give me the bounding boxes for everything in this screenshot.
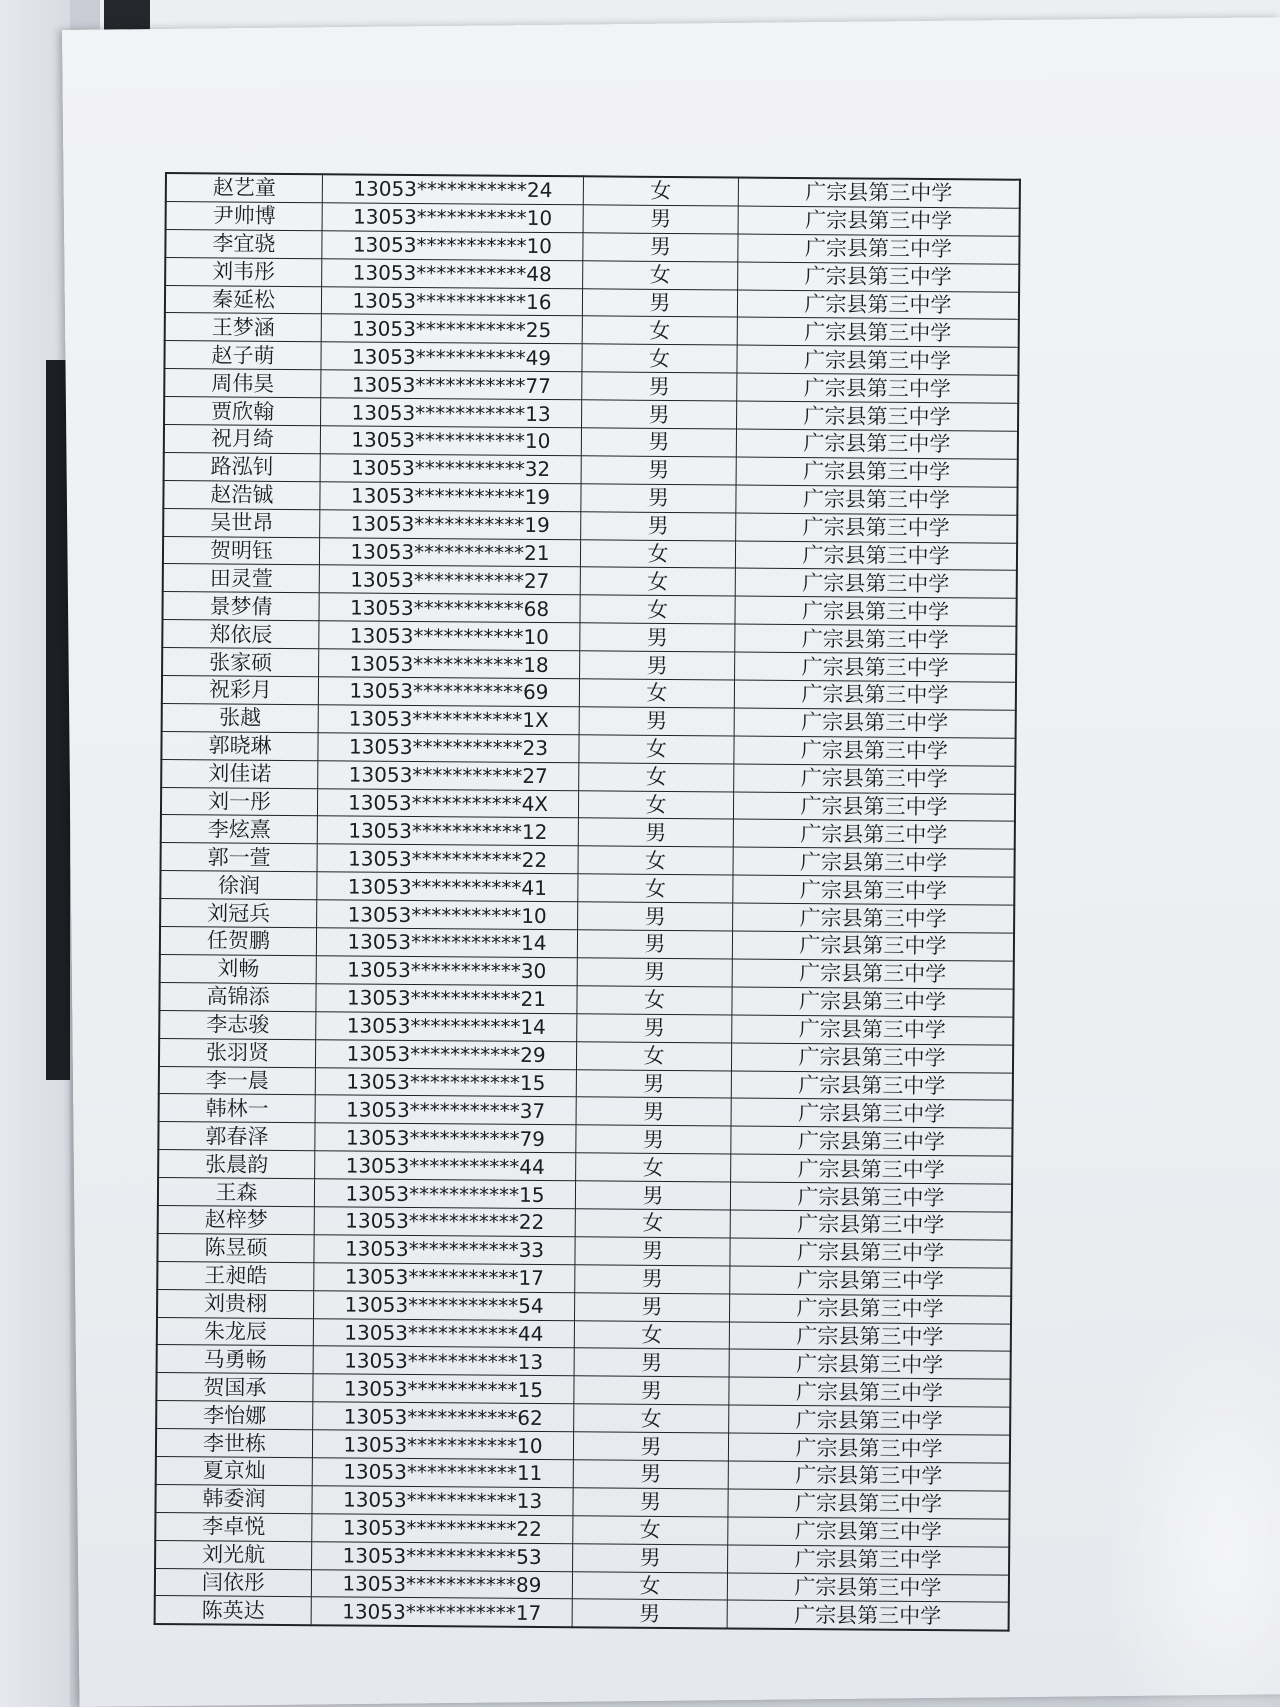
gender-cell: 女: [574, 1320, 729, 1349]
roster-body: [155, 173, 1020, 1631]
student-name-cell: 王森: [158, 1178, 315, 1207]
id-number-cell: 13053***********15: [314, 1179, 575, 1209]
id-number-cell: 13053***********16: [321, 286, 582, 316]
id-number-cell: 13053***********15: [313, 1374, 574, 1404]
gender-cell: 女: [577, 986, 732, 1015]
student-name-cell: 李炫熹: [161, 815, 318, 844]
school-cell: 广宗县第三中学: [731, 1126, 1013, 1156]
gender-cell: 男: [582, 372, 737, 401]
gender-cell: 女: [573, 1515, 728, 1544]
gender-cell: 女: [583, 176, 738, 206]
id-number-cell: 13053***********14: [316, 928, 577, 958]
school-cell: 广宗县第三中学: [734, 680, 1016, 710]
student-name-cell: 陈英达: [155, 1596, 312, 1626]
school-cell: 广宗县第三中学: [735, 652, 1017, 682]
gender-cell: 女: [578, 790, 733, 819]
id-number-cell: 13053***********89: [311, 1569, 572, 1599]
gender-cell: 男: [574, 1292, 729, 1321]
gender-cell: 男: [583, 233, 738, 262]
id-number-cell: 13053***********30: [316, 956, 577, 986]
gender-cell: 男: [576, 1097, 731, 1126]
id-number-cell: 13053***********23: [318, 733, 579, 763]
id-number-cell: 13053***********21: [319, 537, 580, 567]
school-cell: 广宗县第三中学: [729, 1321, 1011, 1351]
student-name-cell: 贾欣翰: [164, 397, 321, 426]
id-number-cell: 13053***********33: [314, 1235, 575, 1265]
student-name-cell: 刘贵栩: [157, 1289, 314, 1318]
id-number-cell: 13053***********10: [319, 621, 580, 651]
student-name-cell: 刘佳诺: [161, 759, 318, 788]
school-cell: 广宗县第三中学: [733, 819, 1015, 849]
gender-cell: 男: [573, 1460, 728, 1489]
school-cell: 广宗县第三中学: [736, 429, 1018, 459]
gender-cell: 男: [579, 707, 734, 736]
id-number-cell: 13053***********10: [317, 900, 578, 930]
id-number-cell: 13053***********19: [320, 482, 581, 512]
school-cell: 广宗县第三中学: [732, 959, 1014, 989]
student-name-cell: 韩委润: [155, 1484, 312, 1513]
student-name-cell: 张越: [162, 703, 319, 732]
gender-cell: 男: [581, 428, 736, 457]
id-number-cell: 13053***********13: [313, 1346, 574, 1376]
gender-cell: 男: [575, 1181, 730, 1210]
id-number-cell: 13053***********10: [312, 1430, 573, 1460]
school-cell: 广宗县第三中学: [734, 736, 1016, 766]
school-cell: 广宗县第三中学: [729, 1405, 1011, 1435]
student-name-cell: 张羽贤: [159, 1038, 316, 1067]
school-cell: 广宗县第三中学: [733, 875, 1015, 905]
school-cell: 广宗县第三中学: [736, 513, 1018, 543]
id-number-cell: 13053***********49: [321, 342, 582, 372]
id-number-cell: 13053***********27: [318, 760, 579, 790]
id-number-cell: 13053***********62: [313, 1402, 574, 1432]
gender-cell: 男: [577, 1013, 732, 1042]
gender-cell: 女: [575, 1209, 730, 1238]
student-name-cell: 张家硕: [162, 648, 319, 677]
gender-cell: 女: [578, 874, 733, 903]
gender-cell: 女: [579, 735, 734, 764]
id-number-cell: 13053***********24: [322, 174, 583, 204]
id-number-cell: 13053***********17: [314, 1262, 575, 1292]
student-name-cell: 朱龙辰: [157, 1317, 314, 1346]
student-name-cell: 贺国承: [156, 1373, 313, 1402]
table-row: [155, 1596, 1009, 1631]
school-cell: 广宗县第三中学: [728, 1517, 1010, 1547]
student-name-cell: 李宜骁: [165, 229, 322, 258]
student-name-cell: 贺明钰: [163, 536, 320, 565]
gender-cell: 男: [582, 288, 737, 317]
id-number-cell: 13053***********12: [317, 816, 578, 846]
gender-cell: 男: [578, 902, 733, 931]
gender-cell: 男: [576, 1069, 731, 1098]
school-cell: 广宗县第三中学: [730, 1210, 1012, 1240]
id-number-cell: 13053***********14: [316, 1011, 577, 1041]
student-name-cell: 郭一萱: [161, 843, 318, 872]
student-name-cell: 李世栋: [156, 1429, 313, 1458]
school-cell: 广宗县第三中学: [738, 262, 1020, 292]
id-number-cell: 13053***********13: [312, 1486, 573, 1516]
gender-cell: 男: [578, 818, 733, 847]
school-cell: 广宗县第三中学: [728, 1545, 1010, 1575]
school-cell: 广宗县第三中学: [732, 1015, 1014, 1045]
student-roster-table: [154, 172, 1021, 1632]
school-cell: 广宗县第三中学: [738, 178, 1020, 209]
school-cell: 广宗县第三中学: [729, 1294, 1011, 1324]
id-number-cell: 13053***********54: [314, 1290, 575, 1320]
id-number-cell: 13053***********10: [322, 203, 583, 233]
school-cell: 广宗县第三中学: [737, 373, 1019, 403]
school-cell: 广宗县第三中学: [736, 485, 1018, 515]
school-cell: 广宗县第三中学: [733, 903, 1015, 933]
id-number-cell: 13053***********22: [312, 1513, 573, 1543]
gender-cell: 女: [582, 316, 737, 345]
gender-cell: 男: [573, 1432, 728, 1461]
id-number-cell: 13053***********17: [311, 1597, 572, 1627]
id-number-cell: 13053***********29: [315, 1039, 576, 1069]
gender-cell: 女: [579, 679, 734, 708]
gender-cell: 男: [580, 623, 735, 652]
id-number-cell: 13053***********1X: [318, 705, 579, 735]
student-name-cell: 李怡娜: [156, 1401, 313, 1430]
student-name-cell: 李志骏: [159, 1010, 316, 1039]
gender-cell: 女: [582, 344, 737, 373]
school-cell: 广宗县第三中学: [736, 457, 1018, 487]
gender-cell: 男: [574, 1376, 729, 1405]
student-name-cell: 王梦涵: [165, 313, 322, 342]
gender-cell: 女: [572, 1571, 727, 1600]
gender-cell: 女: [579, 762, 734, 791]
student-name-cell: 吴世昂: [163, 508, 320, 537]
student-name-cell: 刘光航: [155, 1540, 312, 1569]
school-cell: 广宗县第三中学: [729, 1349, 1011, 1379]
gender-cell: 男: [576, 1125, 731, 1154]
id-number-cell: 13053***********41: [317, 872, 578, 902]
school-cell: 广宗县第三中学: [727, 1600, 1009, 1631]
id-number-cell: 13053***********32: [320, 454, 581, 484]
student-name-cell: 路泓钊: [164, 452, 321, 481]
school-cell: 广宗县第三中学: [730, 1266, 1012, 1296]
student-name-cell: 郭春泽: [158, 1122, 315, 1151]
student-name-cell: 闫依彤: [155, 1568, 312, 1597]
school-cell: 广宗县第三中学: [731, 1154, 1013, 1184]
id-number-cell: 13053***********69: [318, 677, 579, 707]
id-number-cell: 13053***********4X: [317, 788, 578, 818]
student-name-cell: 赵艺童: [166, 173, 323, 203]
gender-cell: 男: [573, 1488, 728, 1517]
student-name-cell: 张晨韵: [158, 1150, 315, 1179]
school-cell: 广宗县第三中学: [733, 792, 1015, 822]
gender-cell: 女: [576, 1153, 731, 1182]
school-cell: 广宗县第三中学: [735, 541, 1017, 571]
gender-cell: 女: [583, 260, 738, 289]
student-name-cell: 秦延松: [165, 285, 322, 314]
id-number-cell: 13053***********11: [312, 1458, 573, 1488]
id-number-cell: 13053***********68: [319, 593, 580, 623]
school-cell: 广宗县第三中学: [735, 568, 1017, 598]
student-name-cell: 韩林一: [159, 1094, 316, 1123]
gender-cell: 男: [575, 1264, 730, 1293]
gender-cell: 男: [580, 651, 735, 680]
student-name-cell: 王昶皓: [157, 1261, 314, 1290]
student-name-cell: 郑依辰: [162, 620, 319, 649]
school-cell: 广宗县第三中学: [733, 847, 1015, 877]
gender-cell: 男: [581, 484, 736, 513]
school-cell: 广宗县第三中学: [728, 1489, 1010, 1519]
school-cell: 广宗县第三中学: [735, 596, 1017, 626]
gender-cell: 女: [576, 1041, 731, 1070]
id-number-cell: 13053***********79: [315, 1123, 576, 1153]
school-cell: 广宗县第三中学: [728, 1461, 1010, 1491]
student-name-cell: 赵浩铖: [163, 480, 320, 509]
student-name-cell: 夏京灿: [156, 1456, 313, 1485]
gender-cell: 男: [583, 205, 738, 234]
student-name-cell: 田灵萱: [163, 564, 320, 593]
student-name-cell: 祝月绮: [164, 425, 321, 454]
student-name-cell: 徐润: [160, 871, 317, 900]
student-name-cell: 赵梓梦: [158, 1205, 315, 1234]
gender-cell: 男: [581, 456, 736, 485]
gender-cell: 男: [575, 1237, 730, 1266]
gender-cell: 男: [573, 1543, 728, 1572]
school-cell: 广宗县第三中学: [731, 1098, 1013, 1128]
id-number-cell: 13053***********21: [316, 984, 577, 1014]
gender-cell: 男: [582, 400, 737, 429]
gender-cell: 女: [574, 1404, 729, 1433]
student-name-cell: 刘冠兵: [160, 899, 317, 928]
id-number-cell: 13053***********44: [313, 1318, 574, 1348]
student-name-cell: 周伟昊: [164, 369, 321, 398]
student-name-cell: 祝彩月: [162, 676, 319, 705]
id-number-cell: 13053***********22: [317, 844, 578, 874]
student-name-cell: 高锦添: [159, 982, 316, 1011]
school-cell: 广宗县第三中学: [736, 401, 1018, 431]
school-cell: 广宗县第三中学: [737, 317, 1019, 347]
school-cell: 广宗县第三中学: [732, 987, 1014, 1017]
school-cell: 广宗县第三中学: [730, 1182, 1012, 1212]
school-cell: 广宗县第三中学: [737, 345, 1019, 375]
id-number-cell: 13053***********22: [314, 1207, 575, 1237]
school-cell: 广宗县第三中学: [728, 1433, 1010, 1463]
id-number-cell: 13053***********19: [320, 509, 581, 539]
id-number-cell: 13053***********48: [322, 258, 583, 288]
id-number-cell: 13053***********53: [312, 1541, 573, 1571]
school-cell: 广宗县第三中学: [738, 206, 1020, 236]
student-name-cell: 郭晓琳: [161, 731, 318, 760]
id-number-cell: 13053***********13: [321, 398, 582, 428]
gender-cell: 男: [574, 1348, 729, 1377]
id-number-cell: 13053***********15: [315, 1067, 576, 1097]
gender-cell: 女: [578, 846, 733, 875]
student-name-cell: 尹帅博: [166, 201, 323, 230]
student-name-cell: 景梦倩: [162, 592, 319, 621]
id-number-cell: 13053***********44: [315, 1151, 576, 1181]
school-cell: 广宗县第三中学: [738, 234, 1020, 264]
student-name-cell: 刘一彤: [161, 787, 318, 816]
gender-cell: 女: [580, 567, 735, 596]
school-cell: 广宗县第三中学: [737, 290, 1019, 320]
student-name-cell: 李一晨: [159, 1066, 316, 1095]
gender-cell: 男: [581, 511, 736, 540]
gender-cell: 男: [572, 1599, 727, 1629]
id-number-cell: 13053***********25: [321, 314, 582, 344]
id-number-cell: 13053***********37: [315, 1095, 576, 1125]
student-name-cell: 刘韦彤: [165, 257, 322, 286]
school-cell: 广宗县第三中学: [734, 764, 1016, 794]
gender-cell: 男: [577, 930, 732, 959]
id-number-cell: 13053***********10: [322, 231, 583, 261]
student-name-cell: 刘畅: [160, 954, 317, 983]
student-name-cell: 陈昱硕: [157, 1233, 314, 1262]
school-cell: 广宗县第三中学: [731, 1070, 1013, 1100]
student-name-cell: 马勇畅: [157, 1345, 314, 1374]
school-cell: 广宗县第三中学: [731, 1043, 1013, 1073]
id-number-cell: 13053***********10: [320, 426, 581, 456]
school-cell: 广宗县第三中学: [730, 1238, 1012, 1268]
id-number-cell: 13053***********18: [319, 649, 580, 679]
gender-cell: 女: [580, 539, 735, 568]
id-number-cell: 13053***********27: [319, 565, 580, 595]
school-cell: 广宗县第三中学: [734, 708, 1016, 738]
gender-cell: 女: [580, 595, 735, 624]
student-name-cell: 李卓悦: [155, 1512, 312, 1541]
school-cell: 广宗县第三中学: [727, 1572, 1009, 1602]
id-number-cell: 13053***********77: [321, 370, 582, 400]
school-cell: 广宗县第三中学: [732, 931, 1014, 961]
school-cell: 广宗县第三中学: [735, 624, 1017, 654]
student-name-cell: 赵子萌: [164, 341, 321, 370]
gender-cell: 男: [577, 958, 732, 987]
student-name-cell: 任贺鹏: [160, 927, 317, 956]
school-cell: 广宗县第三中学: [729, 1377, 1011, 1407]
